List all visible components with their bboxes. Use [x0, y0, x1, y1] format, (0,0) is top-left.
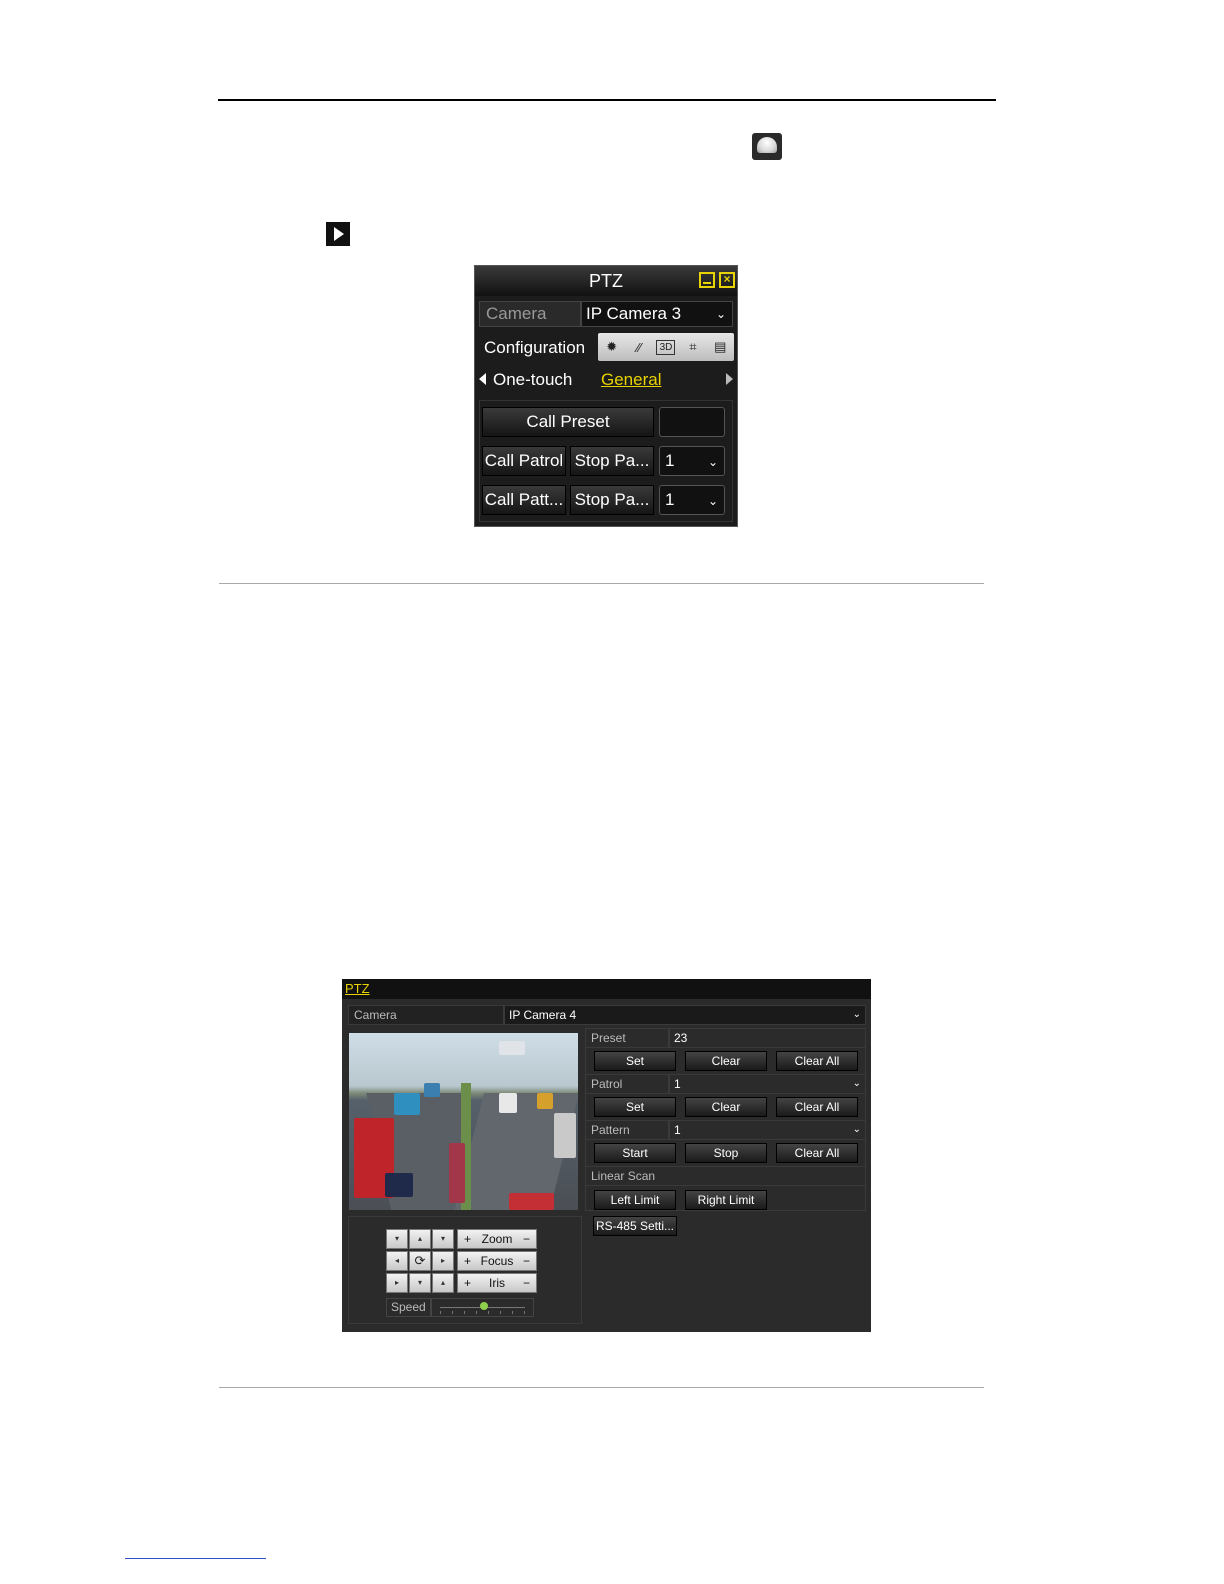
light-icon[interactable]: ✹	[606, 339, 618, 354]
iris-close-button[interactable]: −	[522, 1276, 530, 1290]
rs485-settings-button[interactable]: RS-485 Setti...	[593, 1216, 677, 1236]
patrol-clear-all-button[interactable]: Clear All	[776, 1097, 858, 1117]
ptz-title: PTZ	[345, 981, 370, 996]
chevron-down-icon: ⌄	[707, 494, 718, 508]
tab-general[interactable]: General	[601, 370, 662, 389]
preset-number-input[interactable]	[659, 407, 725, 437]
focus-label: Focus	[480, 1254, 514, 1268]
tab-prev-icon[interactable]	[479, 373, 486, 385]
call-pattern-button[interactable]: Call Patt...	[482, 485, 566, 515]
menu-icon[interactable]: ▤	[714, 339, 727, 354]
ptz-titlebar	[342, 979, 871, 999]
tab-one-touch[interactable]: One-touch	[493, 370, 573, 389]
footnote-line	[125, 1558, 266, 1559]
pan-left-button[interactable]: ◂	[386, 1251, 408, 1271]
pattern-start-button[interactable]: Start	[594, 1143, 676, 1163]
speed-label: Speed	[386, 1298, 431, 1317]
focus-in-button[interactable]: +	[464, 1254, 472, 1268]
chevron-down-icon: ⌄	[715, 307, 726, 321]
separator-rule	[219, 583, 984, 584]
pattern-label: Pattern	[585, 1120, 669, 1140]
iris-open-button[interactable]: +	[464, 1276, 472, 1290]
config-toolbar	[598, 333, 734, 361]
iris-label: Iris	[489, 1276, 505, 1290]
patrol-select-value: 1	[665, 451, 675, 470]
patrol-set-button[interactable]: Set	[594, 1097, 676, 1117]
zoom-label: Zoom	[481, 1232, 513, 1246]
zoom-in-button[interactable]: +	[464, 1232, 472, 1246]
preset-label: Preset	[585, 1028, 669, 1048]
pattern-select-value: 1	[674, 1123, 681, 1137]
focus-out-button[interactable]: −	[522, 1254, 530, 1268]
left-limit-button[interactable]: Left Limit	[594, 1190, 676, 1210]
speed-slider-thumb[interactable]	[480, 1302, 488, 1310]
call-patrol-button[interactable]: Call Patrol	[482, 446, 566, 476]
preset-input[interactable]	[669, 1028, 866, 1048]
camera-select-value: IP Camera 4	[509, 1008, 577, 1022]
pattern-select[interactable]	[659, 485, 725, 515]
speed-slider[interactable]	[431, 1298, 534, 1317]
patrol-select-value: 1	[674, 1077, 681, 1091]
separator-rule-bottom	[219, 1387, 984, 1388]
pattern-clear-all-button[interactable]: Clear All	[776, 1143, 858, 1163]
configuration-label: Configuration	[479, 335, 595, 361]
patrol-select[interactable]	[659, 446, 725, 476]
pan-down-left-button[interactable]: ▸	[386, 1273, 408, 1293]
wiper-icon[interactable]: ⁄⁄	[636, 339, 642, 355]
3d-icon[interactable]: 3D	[656, 340, 675, 355]
stop-patrol-button[interactable]: Stop Pa...	[570, 446, 654, 476]
zoom-control[interactable]	[457, 1229, 537, 1249]
patrol-clear-button[interactable]: Clear	[685, 1097, 767, 1117]
live-video-preview	[349, 1033, 578, 1210]
pattern-select-value: 1	[665, 490, 675, 509]
pattern-stop-button[interactable]: Stop	[685, 1143, 767, 1163]
camera-select[interactable]	[581, 301, 733, 327]
pan-up-right-button[interactable]: ▾	[432, 1229, 454, 1249]
iris-control[interactable]	[457, 1273, 537, 1293]
pan-up-left-button[interactable]: ▾	[386, 1229, 408, 1249]
pan-up-button[interactable]: ▴	[409, 1229, 431, 1249]
patrol-select[interactable]	[669, 1074, 866, 1094]
preset-clear-all-button[interactable]: Clear All	[776, 1051, 858, 1071]
pattern-select[interactable]	[669, 1120, 866, 1140]
call-preset-button[interactable]: Call Preset	[482, 407, 654, 437]
ptz-title: PTZ	[475, 266, 737, 296]
stop-pattern-button[interactable]: Stop Pa...	[570, 485, 654, 515]
pan-right-button[interactable]: ▸	[432, 1251, 454, 1271]
tab-next-icon[interactable]	[726, 373, 733, 385]
header-rule	[218, 99, 996, 101]
zoom-frame-icon[interactable]: ⌗	[689, 339, 697, 354]
minimize-icon[interactable]	[699, 272, 715, 288]
chevron-down-icon: ⌄	[852, 1009, 861, 1020]
auto-pan-icon[interactable]: ⟳	[409, 1251, 431, 1271]
play-arrow-icon	[326, 222, 350, 246]
patrol-label: Patrol	[585, 1074, 669, 1094]
ptz-dome-icon	[752, 133, 782, 160]
pan-down-right-button[interactable]: ▴	[432, 1273, 454, 1293]
preset-input-value: 23	[674, 1031, 688, 1045]
camera-select-value: IP Camera 3	[586, 304, 682, 323]
camera-select[interactable]	[504, 1005, 866, 1025]
pan-down-button[interactable]: ▾	[409, 1273, 431, 1293]
zoom-out-button[interactable]: −	[522, 1232, 530, 1246]
linear-scan-label: Linear Scan	[585, 1166, 866, 1186]
preset-clear-button[interactable]: Clear	[685, 1051, 767, 1071]
chevron-down-icon: ⌄	[707, 455, 718, 469]
focus-control[interactable]	[457, 1251, 537, 1271]
camera-label: Camera	[479, 301, 581, 327]
camera-label: Camera	[348, 1005, 504, 1025]
close-icon[interactable]: ×	[719, 272, 735, 288]
chevron-down-icon: ⌄	[852, 1078, 861, 1089]
chevron-down-icon: ⌄	[852, 1124, 861, 1135]
right-limit-button[interactable]: Right Limit	[685, 1190, 767, 1210]
preset-set-button[interactable]: Set	[594, 1051, 676, 1071]
